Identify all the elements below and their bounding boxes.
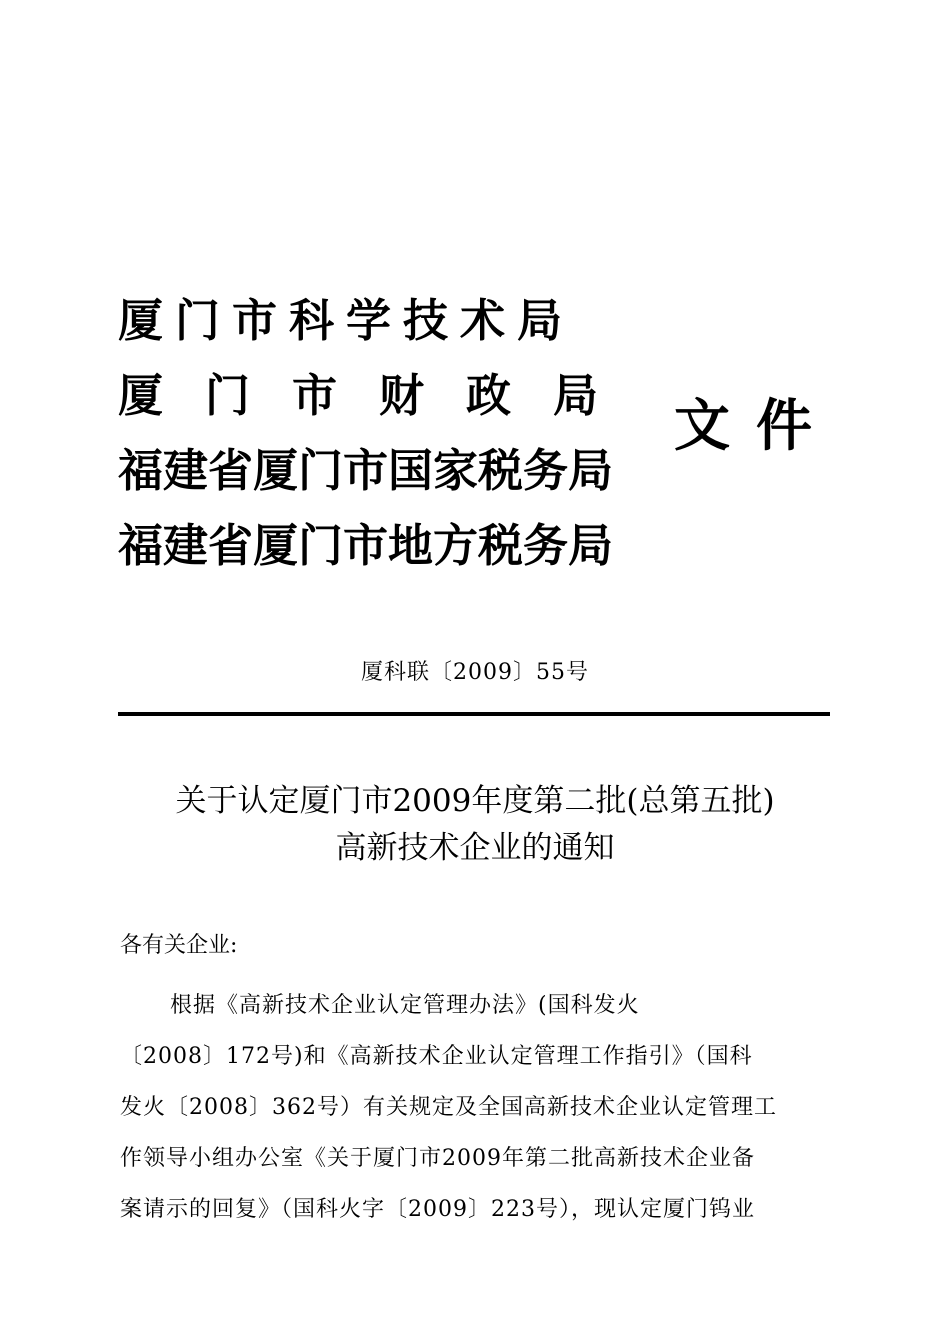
document-number: 厦科联〔2009〕55号: [361, 660, 589, 685]
body-line: 根据《高新技术企业认定管理办法》(国科发火: [170, 993, 640, 1018]
issuer-finance-bureau: 厦门市财政局: [118, 369, 641, 422]
body-line: 发火〔2008〕362号）有关规定及全国高新技术企业认定管理工: [120, 1095, 777, 1120]
issuer-science-bureau: 厦门市科学技术局: [118, 294, 575, 347]
body-line: 作领导小组办公室《关于厦门市2009年第二批高新技术企业备: [120, 1146, 755, 1171]
salutation: 各有关企业:: [120, 933, 238, 958]
notice-title-line-1: 关于认定厦门市2009年度第二批(总第五批): [175, 783, 775, 819]
header-divider: [118, 712, 830, 716]
notice-title: [0, 778, 950, 872]
issuer-state-tax-bureau: 福建省厦门市国家税务局: [118, 444, 614, 497]
document-label: 文件: [674, 394, 838, 459]
body-text: [120, 980, 832, 1235]
body-line: 〔2008〕172号)和《高新技术企业认定管理工作指引》（国科: [120, 1044, 753, 1069]
issuer-local-tax-bureau: 福建省厦门市地方税务局: [118, 519, 614, 572]
issuing-authorities: [118, 283, 678, 583]
body-line: 案请示的回复》（国科火字〔2009〕223号），现认定厦门钨业: [120, 1197, 755, 1222]
notice-title-line-2: 高新技术企业的通知: [335, 830, 615, 866]
